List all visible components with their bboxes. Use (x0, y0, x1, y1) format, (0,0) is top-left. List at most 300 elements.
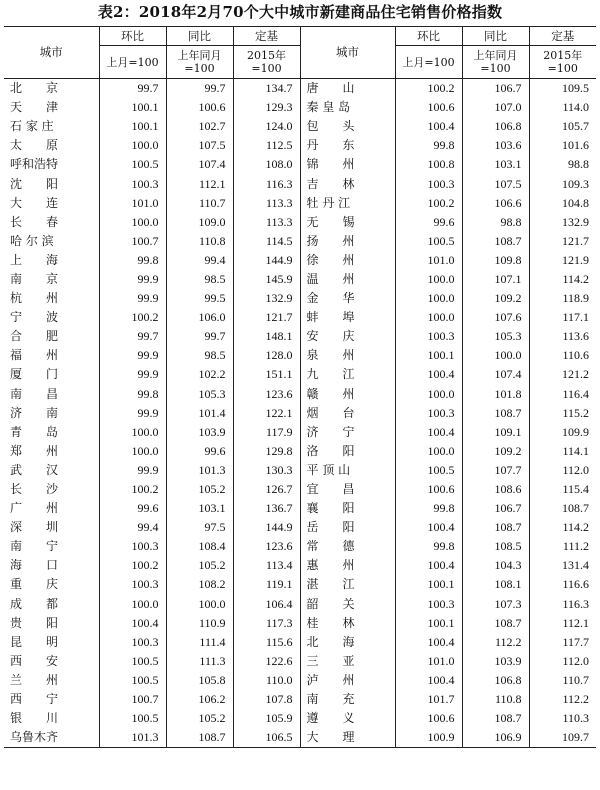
mom-value-left: 99.9 (99, 461, 166, 480)
mom-value-left: 99.4 (99, 518, 166, 537)
city-name-right (300, 575, 395, 594)
city-name-text: 惠 州 (306, 558, 355, 573)
mom-value-right: 100.6 (395, 480, 462, 499)
city-name-text: 深 圳 (10, 520, 59, 535)
table-row (4, 385, 596, 404)
table-row (4, 404, 596, 423)
table-row (4, 461, 596, 480)
base-value-left: 130.3 (233, 461, 300, 480)
base-value-right: 115.4 (529, 480, 596, 499)
yoy-value-left: 99.5 (166, 289, 233, 308)
city-name-text: 赣 州 (306, 386, 355, 401)
base-value-left: 123.6 (233, 537, 300, 556)
city-name-left (4, 385, 99, 404)
city-name-text: 常 德 (306, 539, 355, 554)
yoy-value-left: 100.6 (166, 98, 233, 117)
base-value-right: 112.0 (529, 652, 596, 671)
city-name-right (300, 480, 395, 499)
table-row (4, 690, 596, 709)
yoy-value-right: 108.7 (462, 709, 529, 728)
base-value-left: 116.3 (233, 174, 300, 193)
city-name-left (4, 251, 99, 270)
city-name-left (4, 671, 99, 690)
mom-value-left: 100.2 (99, 556, 166, 575)
city-name-text: 郑 州 (10, 443, 59, 458)
yoy-value-right: 107.0 (462, 98, 529, 117)
mom-value-right: 100.8 (395, 155, 462, 174)
base-value-right: 109.7 (529, 728, 596, 748)
mom-value-left: 99.9 (99, 270, 166, 289)
base-value-right: 121.2 (529, 365, 596, 384)
base-header-right: 定基 (529, 27, 596, 46)
mom-value-right: 99.8 (395, 537, 462, 556)
city-name-right (300, 709, 395, 728)
city-name-text: 平 顶 山 (306, 462, 351, 477)
city-name-text: 大 理 (306, 730, 355, 745)
city-name-text: 银 川 (10, 711, 59, 726)
yoy-value-right: 106.7 (462, 499, 529, 518)
city-name-left (4, 575, 99, 594)
yoy-value-left: 110.8 (166, 232, 233, 251)
base-value-left: 151.1 (233, 365, 300, 384)
city-name-left (4, 633, 99, 652)
city-name-right (300, 385, 395, 404)
yoy-value-left: 97.5 (166, 518, 233, 537)
city-name-right (300, 270, 395, 289)
base-value-left: 105.9 (233, 709, 300, 728)
city-name-text: 锦 州 (306, 157, 355, 172)
mom-value-right: 100.0 (395, 308, 462, 327)
yoy-value-right: 106.6 (462, 194, 529, 213)
yoy-value-right: 109.8 (462, 251, 529, 270)
table-row (4, 251, 596, 270)
table-row (4, 136, 596, 155)
mom-value-right: 101.0 (395, 251, 462, 270)
city-name-left (4, 404, 99, 423)
mom-value-right: 101.7 (395, 690, 462, 709)
base-value-left: 132.9 (233, 289, 300, 308)
table-row (4, 728, 596, 748)
yoy-value-right: 103.1 (462, 155, 529, 174)
mom-value-left: 100.5 (99, 652, 166, 671)
mom-value-left: 99.7 (99, 79, 166, 99)
base-subheader-right: 2015年=100 (529, 46, 596, 79)
city-name-text: 包 头 (306, 119, 355, 134)
base-value-left: 117.9 (233, 423, 300, 442)
mom-value-right: 99.8 (395, 499, 462, 518)
city-name-text: 长 沙 (10, 482, 59, 497)
base-value-right: 112.1 (529, 614, 596, 633)
yoy-value-left: 105.8 (166, 671, 233, 690)
mom-value-left: 100.0 (99, 136, 166, 155)
table-row (4, 575, 596, 594)
city-name-text: 徐 州 (306, 252, 355, 267)
yoy-value-left: 103.9 (166, 423, 233, 442)
yoy-value-right: 108.7 (462, 232, 529, 251)
base-value-right: 112.0 (529, 461, 596, 480)
city-name-left (4, 728, 99, 748)
mom-value-right: 100.1 (395, 575, 462, 594)
city-name-right (300, 614, 395, 633)
base-value-left: 144.9 (233, 518, 300, 537)
city-name-left (4, 174, 99, 193)
table-row (4, 499, 596, 518)
base-value-right: 121.7 (529, 232, 596, 251)
city-name-left (4, 442, 99, 461)
mom-header-left: 环比 (99, 27, 166, 46)
mom-value-right: 100.4 (395, 423, 462, 442)
mom-value-right: 101.0 (395, 652, 462, 671)
city-name-text: 烟 台 (306, 405, 355, 420)
base-value-right: 110.3 (529, 709, 596, 728)
mom-value-right: 100.3 (395, 327, 462, 346)
city-name-text: 三 亚 (306, 653, 355, 668)
city-name-right (300, 98, 395, 117)
city-name-text: 成 都 (10, 596, 59, 611)
yoy-value-left: 111.3 (166, 652, 233, 671)
city-name-text: 九 江 (306, 367, 355, 382)
city-name-right (300, 499, 395, 518)
base-value-right: 112.2 (529, 690, 596, 709)
city-name-right (300, 690, 395, 709)
mom-value-right: 100.1 (395, 346, 462, 365)
mom-value-left: 100.7 (99, 690, 166, 709)
base-value-left: 129.3 (233, 98, 300, 117)
city-name-text: 湛 江 (306, 577, 355, 592)
city-name-right (300, 728, 395, 748)
table-row (4, 79, 596, 99)
city-name-text: 青 岛 (10, 424, 59, 439)
table-row (4, 327, 596, 346)
base-value-right: 117.1 (529, 308, 596, 327)
yoy-value-left: 108.7 (166, 728, 233, 748)
city-name-left (4, 308, 99, 327)
city-name-text: 韶 关 (306, 596, 355, 611)
city-name-left (4, 270, 99, 289)
base-value-right: 111.2 (529, 537, 596, 556)
yoy-value-left: 112.1 (166, 174, 233, 193)
mom-value-right: 100.5 (395, 461, 462, 480)
city-name-right (300, 423, 395, 442)
yoy-value-left: 99.7 (166, 79, 233, 99)
base-value-left: 123.6 (233, 385, 300, 404)
mom-value-left: 100.0 (99, 213, 166, 232)
mom-value-left: 100.4 (99, 614, 166, 633)
city-name-left (4, 709, 99, 728)
yoy-header-left: 同比 (166, 27, 233, 46)
yoy-value-right: 110.8 (462, 690, 529, 709)
yoy-value-right: 107.6 (462, 308, 529, 327)
base-header-left: 定基 (233, 27, 300, 46)
yoy-value-left: 109.0 (166, 213, 233, 232)
city-name-text: 丹 东 (306, 138, 355, 153)
city-name-text: 大 连 (10, 195, 59, 210)
city-name-text: 重 庆 (10, 577, 59, 592)
city-name-text: 呼和浩特 (10, 157, 59, 172)
mom-value-left: 99.9 (99, 289, 166, 308)
city-name-right (300, 194, 395, 213)
city-name-left (4, 117, 99, 136)
table-title: 表2：2018年2月70个大中城市新建商品住宅销售价格指数 (97, 3, 503, 21)
city-name-text: 遵 义 (306, 711, 355, 726)
mom-value-right: 100.2 (395, 79, 462, 99)
city-name-text: 哈 尔 滨 (10, 233, 54, 248)
base-value-left: 122.1 (233, 404, 300, 423)
city-name-text: 石 家 庄 (10, 119, 54, 134)
city-name-left (4, 499, 99, 518)
yoy-value-right: 107.5 (462, 174, 529, 193)
yoy-value-right: 108.7 (462, 404, 529, 423)
city-name-right (300, 365, 395, 384)
mom-value-left: 100.5 (99, 671, 166, 690)
city-name-text: 长 春 (10, 214, 59, 229)
yoy-value-left: 99.4 (166, 251, 233, 270)
city-name-right (300, 117, 395, 136)
mom-value-left: 100.7 (99, 232, 166, 251)
city-name-right (300, 556, 395, 575)
city-name-left (4, 690, 99, 709)
city-name-text: 天 津 (10, 100, 59, 115)
mom-value-left: 100.3 (99, 575, 166, 594)
city-name-left (4, 213, 99, 232)
table-row (4, 709, 596, 728)
table-row (4, 652, 596, 671)
yoy-header-right: 同比 (462, 27, 529, 46)
city-name-left (4, 480, 99, 499)
table-row (4, 671, 596, 690)
city-name-right (300, 232, 395, 251)
table-row (4, 537, 596, 556)
table-row (4, 518, 596, 537)
mom-header-right: 环比 (395, 27, 462, 46)
mom-value-right: 99.8 (395, 136, 462, 155)
base-value-right: 117.7 (529, 633, 596, 652)
mom-value-left: 100.2 (99, 308, 166, 327)
base-value-left: 148.1 (233, 327, 300, 346)
city-name-left (4, 289, 99, 308)
city-name-text: 贵 阳 (10, 615, 59, 630)
table-row (4, 614, 596, 633)
mom-value-right: 100.0 (395, 270, 462, 289)
city-name-text: 上 海 (10, 252, 59, 267)
city-name-text: 武 汉 (10, 462, 59, 477)
mom-value-left: 99.6 (99, 499, 166, 518)
mom-value-left: 99.9 (99, 346, 166, 365)
mom-value-left: 99.8 (99, 251, 166, 270)
city-name-text: 济 南 (10, 405, 59, 420)
table-row (4, 232, 596, 251)
city-name-text: 福 州 (10, 348, 59, 363)
city-name-text: 吉 林 (306, 176, 355, 191)
mom-value-right: 100.4 (395, 671, 462, 690)
city-name-text: 唐 山 (306, 81, 355, 96)
yoy-value-left: 102.7 (166, 117, 233, 136)
city-name-left (4, 155, 99, 174)
city-name-left (4, 79, 99, 99)
base-value-right: 132.9 (529, 213, 596, 232)
yoy-value-left: 106.2 (166, 690, 233, 709)
yoy-value-left: 98.5 (166, 270, 233, 289)
city-name-text: 北 京 (10, 81, 59, 96)
mom-value-right: 100.2 (395, 194, 462, 213)
mom-value-left: 99.9 (99, 365, 166, 384)
city-name-text: 杭 州 (10, 291, 59, 306)
yoy-value-right: 112.2 (462, 633, 529, 652)
city-name-text: 宁 波 (10, 310, 59, 325)
city-name-right (300, 213, 395, 232)
city-name-right (300, 595, 395, 614)
yoy-value-right: 103.6 (462, 136, 529, 155)
city-name-text: 无 锡 (306, 214, 355, 229)
city-name-text: 襄 阳 (306, 501, 355, 516)
yoy-value-left: 98.5 (166, 346, 233, 365)
base-value-right: 116.6 (529, 575, 596, 594)
city-name-text: 兰 州 (10, 672, 59, 687)
yoy-value-left: 100.0 (166, 595, 233, 614)
yoy-value-right: 109.1 (462, 423, 529, 442)
city-name-text: 泸 州 (306, 672, 355, 687)
city-name-text: 广 州 (10, 501, 59, 516)
city-name-right (300, 671, 395, 690)
base-value-left: 112.5 (233, 136, 300, 155)
yoy-value-right: 100.0 (462, 346, 529, 365)
city-name-right (300, 308, 395, 327)
city-name-right (300, 537, 395, 556)
base-value-right: 114.0 (529, 98, 596, 117)
table-row (4, 270, 596, 289)
base-value-left: 114.5 (233, 232, 300, 251)
mom-value-left: 100.5 (99, 155, 166, 174)
mom-value-left: 100.3 (99, 174, 166, 193)
yoy-value-right: 108.7 (462, 518, 529, 537)
city-name-text: 泉 州 (306, 348, 355, 363)
city-name-text: 安 庆 (306, 329, 355, 344)
yoy-value-left: 108.4 (166, 537, 233, 556)
base-value-left: 107.8 (233, 690, 300, 709)
city-name-right (300, 461, 395, 480)
yoy-value-left: 110.7 (166, 194, 233, 213)
city-name-left (4, 518, 99, 537)
yoy-value-left: 111.4 (166, 633, 233, 652)
mom-subheader-right: 上月=100 (395, 46, 462, 79)
city-name-text: 北 海 (306, 634, 355, 649)
city-name-text: 南 宁 (10, 539, 59, 554)
yoy-value-right: 106.8 (462, 117, 529, 136)
base-value-left: 129.8 (233, 442, 300, 461)
mom-value-left: 100.0 (99, 423, 166, 442)
base-value-left: 113.4 (233, 556, 300, 575)
mom-value-left: 100.3 (99, 633, 166, 652)
mom-value-right: 100.3 (395, 404, 462, 423)
mom-value-left: 100.0 (99, 595, 166, 614)
city-name-right (300, 289, 395, 308)
city-name-left (4, 232, 99, 251)
base-value-left: 113.3 (233, 194, 300, 213)
yoy-value-left: 105.2 (166, 556, 233, 575)
city-name-text: 西 宁 (10, 692, 59, 707)
city-name-right (300, 404, 395, 423)
base-value-right: 118.9 (529, 289, 596, 308)
base-value-left: 128.0 (233, 346, 300, 365)
city-name-right (300, 633, 395, 652)
table-row (4, 289, 596, 308)
city-name-left (4, 556, 99, 575)
mom-value-right: 100.6 (395, 98, 462, 117)
city-name-text: 南 充 (306, 692, 355, 707)
table-row (4, 442, 596, 461)
base-value-right: 101.6 (529, 136, 596, 155)
yoy-value-left: 105.2 (166, 480, 233, 499)
city-name-text: 温 州 (306, 271, 355, 286)
base-value-left: 124.0 (233, 117, 300, 136)
city-name-right (300, 327, 395, 346)
yoy-value-right: 103.9 (462, 652, 529, 671)
yoy-subheader-right: 上年同月=100 (462, 46, 529, 79)
base-value-right: 114.2 (529, 270, 596, 289)
base-subheader-left: 2015年=100 (233, 46, 300, 79)
city-name-text: 蚌 埠 (306, 310, 355, 325)
city-name-right (300, 346, 395, 365)
base-value-right: 114.2 (529, 518, 596, 537)
yoy-value-right: 104.3 (462, 556, 529, 575)
base-value-left: 122.6 (233, 652, 300, 671)
yoy-value-right: 108.5 (462, 537, 529, 556)
city-name-left (4, 365, 99, 384)
yoy-value-right: 101.8 (462, 385, 529, 404)
city-name-right (300, 174, 395, 193)
table-row (4, 117, 596, 136)
city-name-left (4, 194, 99, 213)
table-row (4, 98, 596, 117)
mom-value-left: 99.8 (99, 385, 166, 404)
city-name-text: 乌鲁木齐 (10, 730, 59, 745)
city-name-right (300, 79, 395, 99)
mom-value-right: 100.4 (395, 117, 462, 136)
city-name-left (4, 614, 99, 633)
yoy-value-right: 107.4 (462, 365, 529, 384)
table-row (4, 365, 596, 384)
table-row (4, 423, 596, 442)
base-value-right: 115.2 (529, 404, 596, 423)
mom-value-right: 100.0 (395, 442, 462, 461)
yoy-value-left: 99.7 (166, 327, 233, 346)
mom-value-left: 100.0 (99, 442, 166, 461)
mom-subheader-left: 上月=100 (99, 46, 166, 79)
base-value-right: 105.7 (529, 117, 596, 136)
base-value-right: 121.9 (529, 251, 596, 270)
base-value-right: 109.9 (529, 423, 596, 442)
city-name-left (4, 423, 99, 442)
city-name-text: 沈 阳 (10, 176, 59, 191)
city-name-text: 济 宁 (306, 424, 355, 439)
city-name-text: 合 肥 (10, 329, 59, 344)
mom-value-left: 99.9 (99, 404, 166, 423)
mom-value-left: 100.3 (99, 537, 166, 556)
base-value-right: 110.6 (529, 346, 596, 365)
table-row (4, 194, 596, 213)
city-name-text: 南 京 (10, 271, 59, 286)
mom-value-right: 100.3 (395, 174, 462, 193)
mom-value-right: 100.4 (395, 633, 462, 652)
base-value-left: 136.7 (233, 499, 300, 518)
yoy-value-left: 110.9 (166, 614, 233, 633)
city-name-text: 金 华 (306, 291, 355, 306)
city-name-text: 南 昌 (10, 386, 59, 401)
base-value-right: 116.3 (529, 595, 596, 614)
mom-value-right: 100.0 (395, 385, 462, 404)
yoy-value-right: 107.3 (462, 595, 529, 614)
base-value-left: 126.7 (233, 480, 300, 499)
